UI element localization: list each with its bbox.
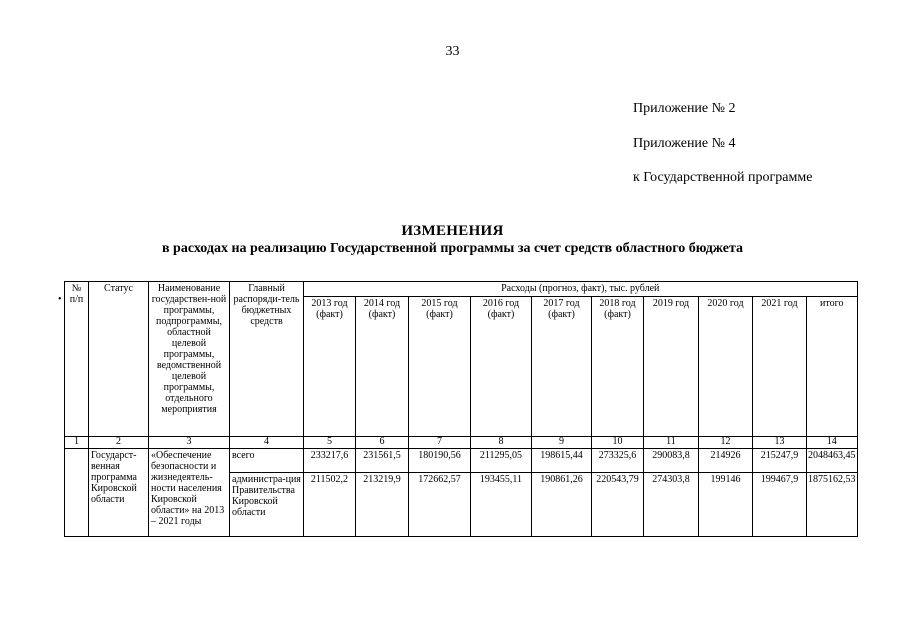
col-index-3: 3 <box>149 437 230 449</box>
appendix-line-2: Приложение № 4 <box>633 136 736 151</box>
header-year-2017: 2017 год (факт) <box>532 297 592 437</box>
appendix-line-3: к Государственной программе <box>633 170 813 185</box>
value-cell: 199467,9 <box>753 473 807 537</box>
header-year-2014: 2014 год (факт) <box>356 297 409 437</box>
header-year-2015: 2015 год (факт) <box>409 297 471 437</box>
program-name: «Обеспечение безопасности и жизнедеятель-ности населения Кировской области» на 2013 – 2021 годы <box>149 449 230 537</box>
col-index-14: 14 <box>807 437 858 449</box>
value-cell: 199146 <box>699 473 753 537</box>
value-cell-total: 1875162,53 <box>807 473 858 537</box>
value-cell: 220543,79 <box>592 473 644 537</box>
value-cell: 172662,57 <box>409 473 471 537</box>
col-index-11: 11 <box>644 437 699 449</box>
page-number: 33 <box>445 44 460 59</box>
header-year-2016: 2016 год (факт) <box>471 297 532 437</box>
header-num: № п/п <box>65 282 89 437</box>
program-status: Государст-венная программа Кировской области <box>89 449 149 537</box>
manager-administration: администра-ция Правительства Кировской области <box>230 473 304 537</box>
header-year-2019: 2019 год <box>644 297 699 437</box>
col-index-5: 5 <box>304 437 356 449</box>
value-cell: 190861,26 <box>532 473 592 537</box>
header-name: Наименование государствен-ной программы, подпрограммы, областной целевой программы, ведомственной целевой программы, отдельного мероприятия <box>149 282 230 437</box>
col-index-6: 6 <box>356 437 409 449</box>
header-year-2018: 2018 год (факт) <box>592 297 644 437</box>
col-index-10: 10 <box>592 437 644 449</box>
header-year-2020: 2020 год <box>699 297 753 437</box>
document-subtitle: в расходах на реализацию Государственной программы за счет средств областного бюджета <box>161 241 744 256</box>
value-cell: 231561,5 <box>356 449 409 473</box>
value-cell-total: 2048463,45 <box>807 449 858 473</box>
col-index-4: 4 <box>230 437 304 449</box>
header-year-2013: 2013 год (факт) <box>304 297 356 437</box>
value-cell: 180190,56 <box>409 449 471 473</box>
col-index-2: 2 <box>89 437 149 449</box>
value-cell: 198615,44 <box>532 449 592 473</box>
document-title: ИЗМЕНЕНИЯ <box>401 223 504 239</box>
budget-table <box>64 281 858 537</box>
value-cell: 215247,9 <box>753 449 807 473</box>
value-cell: 290083,8 <box>644 449 699 473</box>
header-year-2021: 2021 год <box>753 297 807 437</box>
row-num <box>65 449 89 537</box>
value-cell: 273325,6 <box>592 449 644 473</box>
header-expenses: Расходы (прогноз, факт), тыс. рублей <box>304 282 858 297</box>
value-cell: 233217,6 <box>304 449 356 473</box>
value-cell: 274303,8 <box>644 473 699 537</box>
header-manager: Главный распоряди-тель бюджетных средств <box>230 282 304 437</box>
appendix-line-1: Приложение № 2 <box>633 101 736 116</box>
value-cell: 211295,05 <box>471 449 532 473</box>
value-cell: 213219,9 <box>356 473 409 537</box>
value-cell: 214926 <box>699 449 753 473</box>
col-index-13: 13 <box>753 437 807 449</box>
table-row <box>65 449 858 473</box>
header-status: Статус <box>89 282 149 437</box>
manager-total: всего <box>230 449 304 473</box>
value-cell: 211502,2 <box>304 473 356 537</box>
value-cell: 193455,11 <box>471 473 532 537</box>
margin-mark: • <box>58 294 62 305</box>
col-index-9: 9 <box>532 437 592 449</box>
col-index-8: 8 <box>471 437 532 449</box>
header-total: итого <box>807 297 858 437</box>
col-index-1: 1 <box>65 437 89 449</box>
col-index-12: 12 <box>699 437 753 449</box>
col-index-7: 7 <box>409 437 471 449</box>
